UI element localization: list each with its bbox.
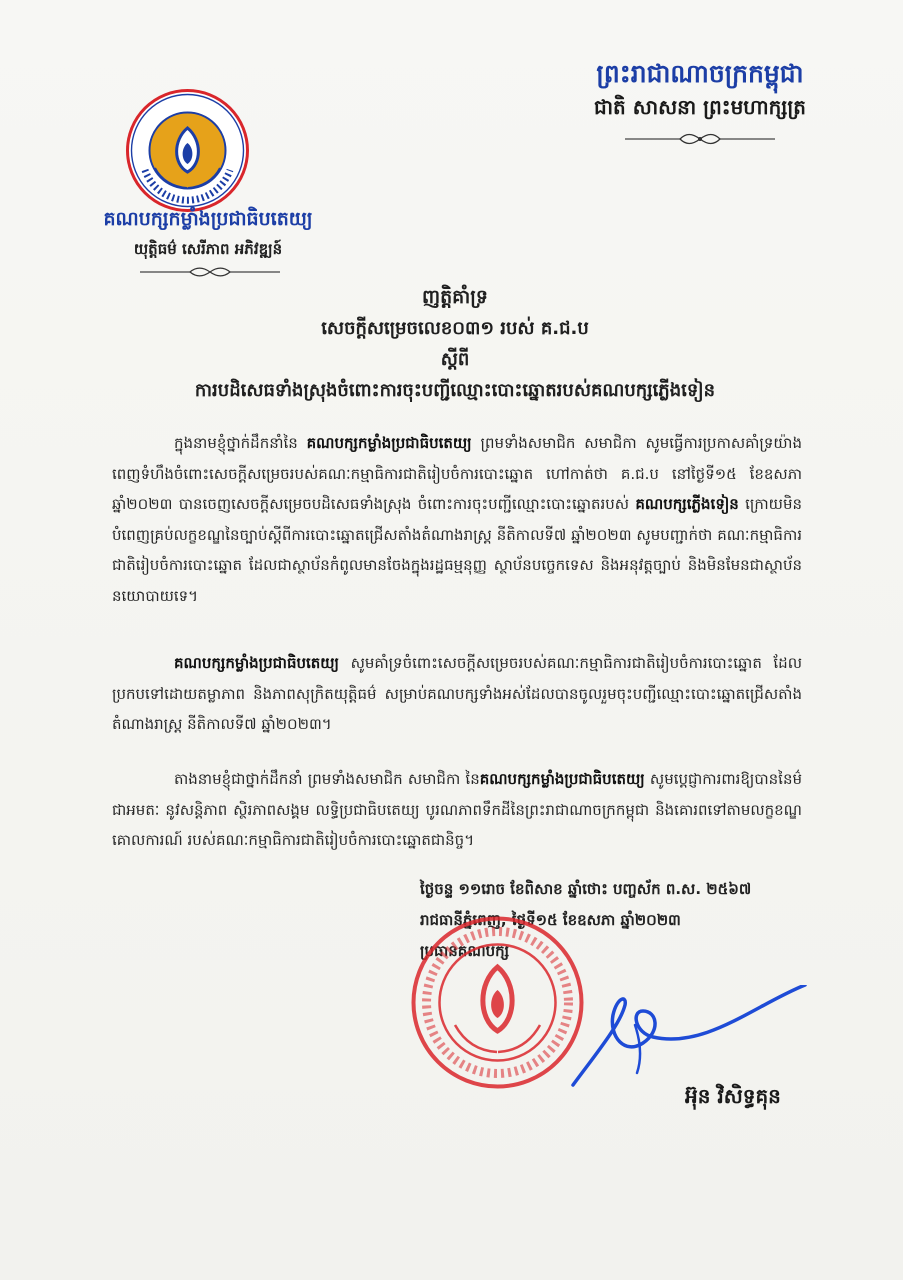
title-decision-number: សេចក្តីសម្រេចលេខ០៣១ របស់ គ.ជ.ប xyxy=(321,318,589,339)
signer-name: អ៊ុន វិសិទ្ធគុន xyxy=(685,1084,781,1108)
body-paragraph xyxy=(112,428,802,611)
handwritten-signature-icon xyxy=(565,985,810,1095)
national-motto: ជាតិ សាសនា ព្រះមហាក្សត្រ xyxy=(594,95,806,119)
paragraph-text: ក្រោយមិនបំពេញគ្រប់លក្ខខណ្ឌនៃច្បាប់ស្តីពីការបោះឆ្នោតជ្រើសតាំងតំណាងរាស្ត្រ នីតិកាលទី៧ ឆ្នាំ២០២៣ សូមបញ្ជាក់ថា គណៈកម្មាធិការជាតិរៀបចំការបោះឆ្នោត ដែលជាស្ថាប័នកំពូលមានចែងក្នុងរដ្ឋធម្មនុញ្ញ ស្ថាប័នបច្ចេកទេស និងអនុវត្តច្បាប់ និងមិនមែនជាស្ថាប័ននយោបាយទេ។ xyxy=(112,495,802,605)
paragraph-text: ព្រមទាំងសមាជិក សមាជិកា សូមធ្វើការប្រកាសគាំទ្រយ៉ាងពេញទំហឹងចំពោះសេចក្តីសម្រេចរបស់គណៈកម្មាធិការជាតិរៀបចំការបោះឆ្នោត ហៅកាត់ថា គ.ជ.ប នៅថ្ងៃទី១៥ ខែឧសភា ឆ្នាំ២០២៣ បានចេញសេចក្តីសម្រេចបដិសេធទាំងស្រុង ចំពោះការចុះបញ្ជីឈ្មោះបោះឆ្នោតរបស់ xyxy=(112,434,802,513)
party-name-heading: គណបក្សកម្លាំងប្រជាធិបតេយ្យ xyxy=(103,208,313,230)
paragraph-text: ក្នុងនាមខ្ញុំថ្នាក់ដឹកនាំនៃ xyxy=(174,434,307,452)
ornament-divider-icon xyxy=(620,132,780,146)
signer-position: ប្រធានគណបក្ស xyxy=(420,942,510,960)
kingdom-heading: ព្រះរាជាណាចក្រកម្ពុជា xyxy=(596,59,804,88)
party-name-inline: គណបក្សកម្លាំងប្រជាធិបតេយ្យ xyxy=(306,434,472,452)
body-paragraph xyxy=(112,648,802,740)
party-motto: យុត្តិធម៌ សេរីភាព អភិវឌ្ឍន៍ xyxy=(133,240,283,258)
document-title xyxy=(60,282,850,406)
title-petition: ញត្តិគាំទ្រ xyxy=(422,286,488,308)
title-regarding: ស្តីពី xyxy=(440,349,470,370)
paragraph-text: តាងនាមខ្ញុំជាថ្នាក់ដឹកនាំ ព្រមទាំងសមាជិក សមាជិកា នៃ xyxy=(174,770,480,788)
party-logo-icon xyxy=(125,88,250,213)
title-subject: ការបដិសេធទាំងស្រុងចំពោះការចុះបញ្ជីឈ្មោះបោះឆ្នោតរបស់គណបក្សភ្លើងទៀន xyxy=(194,380,716,401)
paragraph-text: សូមប្តេជ្ញាការពារឱ្យបាននៃម៌ជាអមតៈ នូវសន្តិភាព ស្ថិរភាពសង្គម លទ្ធិប្រជាធិបតេយ្យ បូរណភាពទឹកដីនៃព្រះរាជាណាចក្រកម្ពុជា និងគោរពទៅតាមលក្ខខណ្ឌគោលការណ៍ របស់គណៈកម្មាធិការជាតិរៀបចំការបោះឆ្នោតជានិច្ច។ xyxy=(112,770,802,849)
party-name-inline: គណបក្សកម្លាំងប្រជាធិបតេយ្យ xyxy=(174,654,340,672)
place-date: រាជធានីភ្នំពេញ, ថ្ងៃទី១៥ ខែឧសភា ឆ្នាំ២០២៣ xyxy=(420,911,681,929)
lunar-date: ថ្ងៃចន្ទ ១១រោច ខែពិសាខ ឆ្នាំថោះ បញ្ចស័ក ព.ស. ២៥៦៧ xyxy=(420,880,752,898)
official-stamp-icon xyxy=(410,915,585,1090)
body-paragraph xyxy=(112,764,802,856)
paragraph-text: សូមគាំទ្រចំពោះសេចក្តីសម្រេចរបស់គណៈកម្មាធិការជាតិរៀបចំការបោះឆ្នោត ដែលប្រកបទៅដោយតម្លាភាព និងភាពសុក្រិតយុត្តិធម៌ សម្រាប់គណបក្សទាំងអស់ដែលបានចូលរួមចុះបញ្ជីឈ្មោះបោះឆ្នោតជ្រើសតាំងតំណាងរាស្ត្រ នីតិកាលទី៧ ឆ្នាំ២០២៣។ xyxy=(112,654,802,733)
candlelight-party-inline: គណបក្សភ្លើងទៀន xyxy=(635,495,739,513)
party-name-inline: គណបក្សកម្លាំងប្រជាធិបតេយ្យ xyxy=(479,770,645,788)
ornament-divider-icon xyxy=(135,266,285,278)
